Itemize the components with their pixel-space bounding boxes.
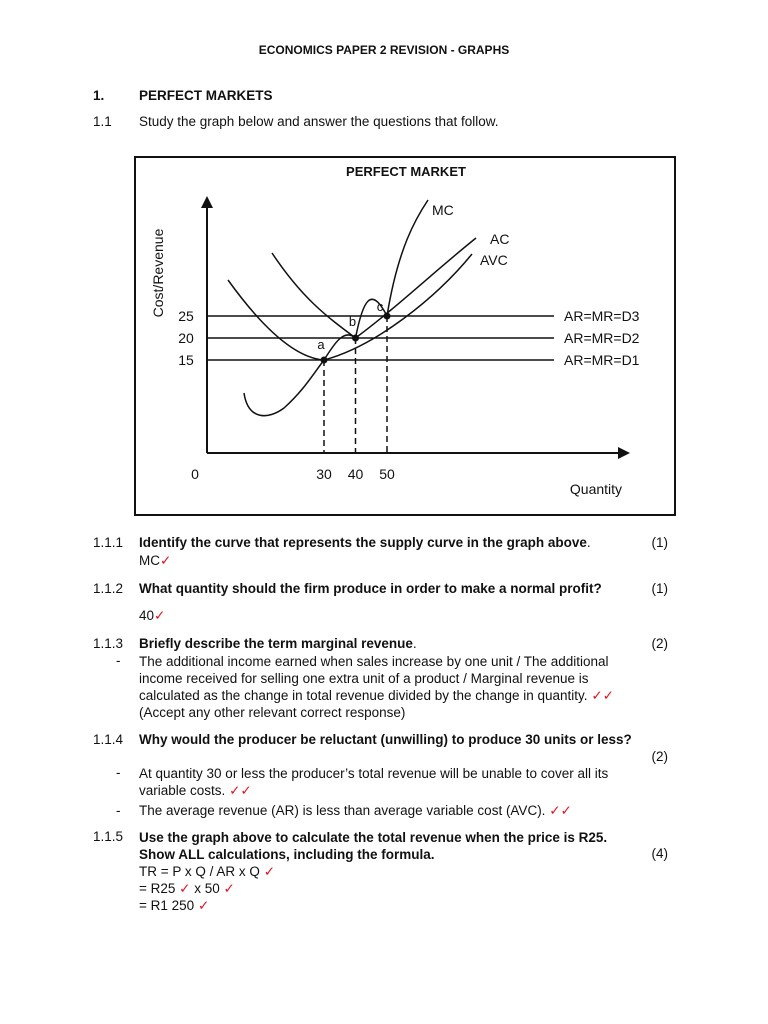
x-axis-label: Quantity: [569, 481, 623, 497]
question-number: 1.1.3: [93, 636, 124, 651]
question-number: 1.1.4: [93, 732, 124, 747]
question-number: 1.1.2: [93, 581, 124, 596]
tick-icon: ✓: [179, 881, 191, 896]
section-title: PERFECT MARKETS: [139, 88, 273, 103]
answer-text: The additional income earned when sales increase by one unit / The additional income received for selling one extra unit of a product / Marginal revenue is calculated as the change in total revenue divided by the change in quantity. ✓✓ (Accept any other relevant correct response): [139, 654, 614, 720]
y-axis-label: Cost/Revenue: [150, 228, 166, 318]
tick-icon: ✓✓: [229, 783, 252, 798]
avc-curve: [228, 254, 472, 360]
question-text: Use the graph above to calculate the total revenue when the price is R25. Show ALL calculations, including the formula.: [139, 830, 608, 862]
tick-icon: ✓: [154, 608, 166, 623]
marks-label: (4): [651, 846, 668, 861]
marks-label: (2): [651, 636, 668, 651]
tick-icon: ✓: [223, 881, 235, 896]
y-axis-arrow-icon: [201, 196, 213, 208]
point-label: c: [376, 299, 384, 314]
answer-text: 40✓: [139, 608, 166, 623]
curve-label-ac: AC: [490, 231, 510, 247]
demand-line-label: AR=MR=D2: [564, 330, 640, 346]
section-number: 1.: [93, 88, 105, 103]
question-text: Study the graph below and answer the questions that follow.: [139, 114, 499, 129]
document-title: ECONOMICS PAPER 2 REVISION - GRAPHS: [258, 43, 510, 57]
curve-label-mc: MC: [432, 202, 454, 218]
x-tick-label: 50: [379, 466, 395, 482]
marks-label: (1): [651, 581, 668, 596]
perfect-market-chart: [136, 158, 673, 513]
ac-curve: [272, 238, 476, 338]
answer-text: The average revenue (AR) is less than average variable cost (AVC). ✓✓: [139, 803, 572, 818]
question-number: 1.1.1: [93, 535, 124, 550]
tick-icon: ✓✓: [549, 803, 572, 818]
y-tick-label: 25: [178, 308, 194, 324]
mc-curve: [244, 200, 428, 416]
curve-label-avc: AVC: [480, 252, 508, 268]
tick-icon: ✓: [160, 553, 172, 568]
y-tick-label: 15: [178, 352, 194, 368]
x-tick-label: 30: [316, 466, 332, 482]
demand-line-label: AR=MR=D1: [564, 352, 640, 368]
question-text: Identify the curve that represents the supply curve in the graph above.: [139, 535, 591, 550]
question-number: 1.1.5: [93, 829, 124, 844]
x-tick-label: 40: [347, 466, 364, 482]
marks-label: (2): [651, 749, 668, 764]
tick-icon: ✓: [263, 864, 275, 879]
chart-frame: [134, 156, 676, 516]
bullet-dash: -: [116, 653, 121, 668]
bullet-dash: -: [116, 765, 121, 780]
chart-title: PERFECT MARKET: [346, 164, 466, 179]
question-text: Why would the producer be reluctant (unwilling) to produce 30 units or less?: [139, 732, 632, 747]
origin-label: 0: [191, 466, 199, 482]
tick-icon: ✓✓: [591, 688, 614, 703]
bullet-dash: -: [116, 803, 121, 818]
question-text: Briefly describe the term marginal revenue.: [139, 636, 417, 651]
point-label: a: [317, 337, 325, 352]
question-text: What quantity should the firm produce in order to make a normal profit?: [139, 581, 602, 596]
question-number: 1.1: [93, 114, 112, 129]
answer-text: At quantity 30 or less the producer’s total revenue will be unable to cover all its variable costs. ✓✓: [139, 766, 609, 798]
marks-label: (1): [651, 535, 668, 550]
calculation-text: TR = P x Q / AR x Q ✓ = R25 ✓ x 50 ✓ = R1 250 ✓: [139, 864, 275, 913]
y-tick-label: 20: [178, 330, 194, 346]
answer-text: MC✓: [139, 553, 172, 568]
x-axis-arrow-icon: [618, 447, 630, 459]
point-label: b: [348, 314, 357, 329]
tick-icon: ✓: [197, 898, 210, 913]
demand-line-label: AR=MR=D3: [564, 308, 640, 324]
